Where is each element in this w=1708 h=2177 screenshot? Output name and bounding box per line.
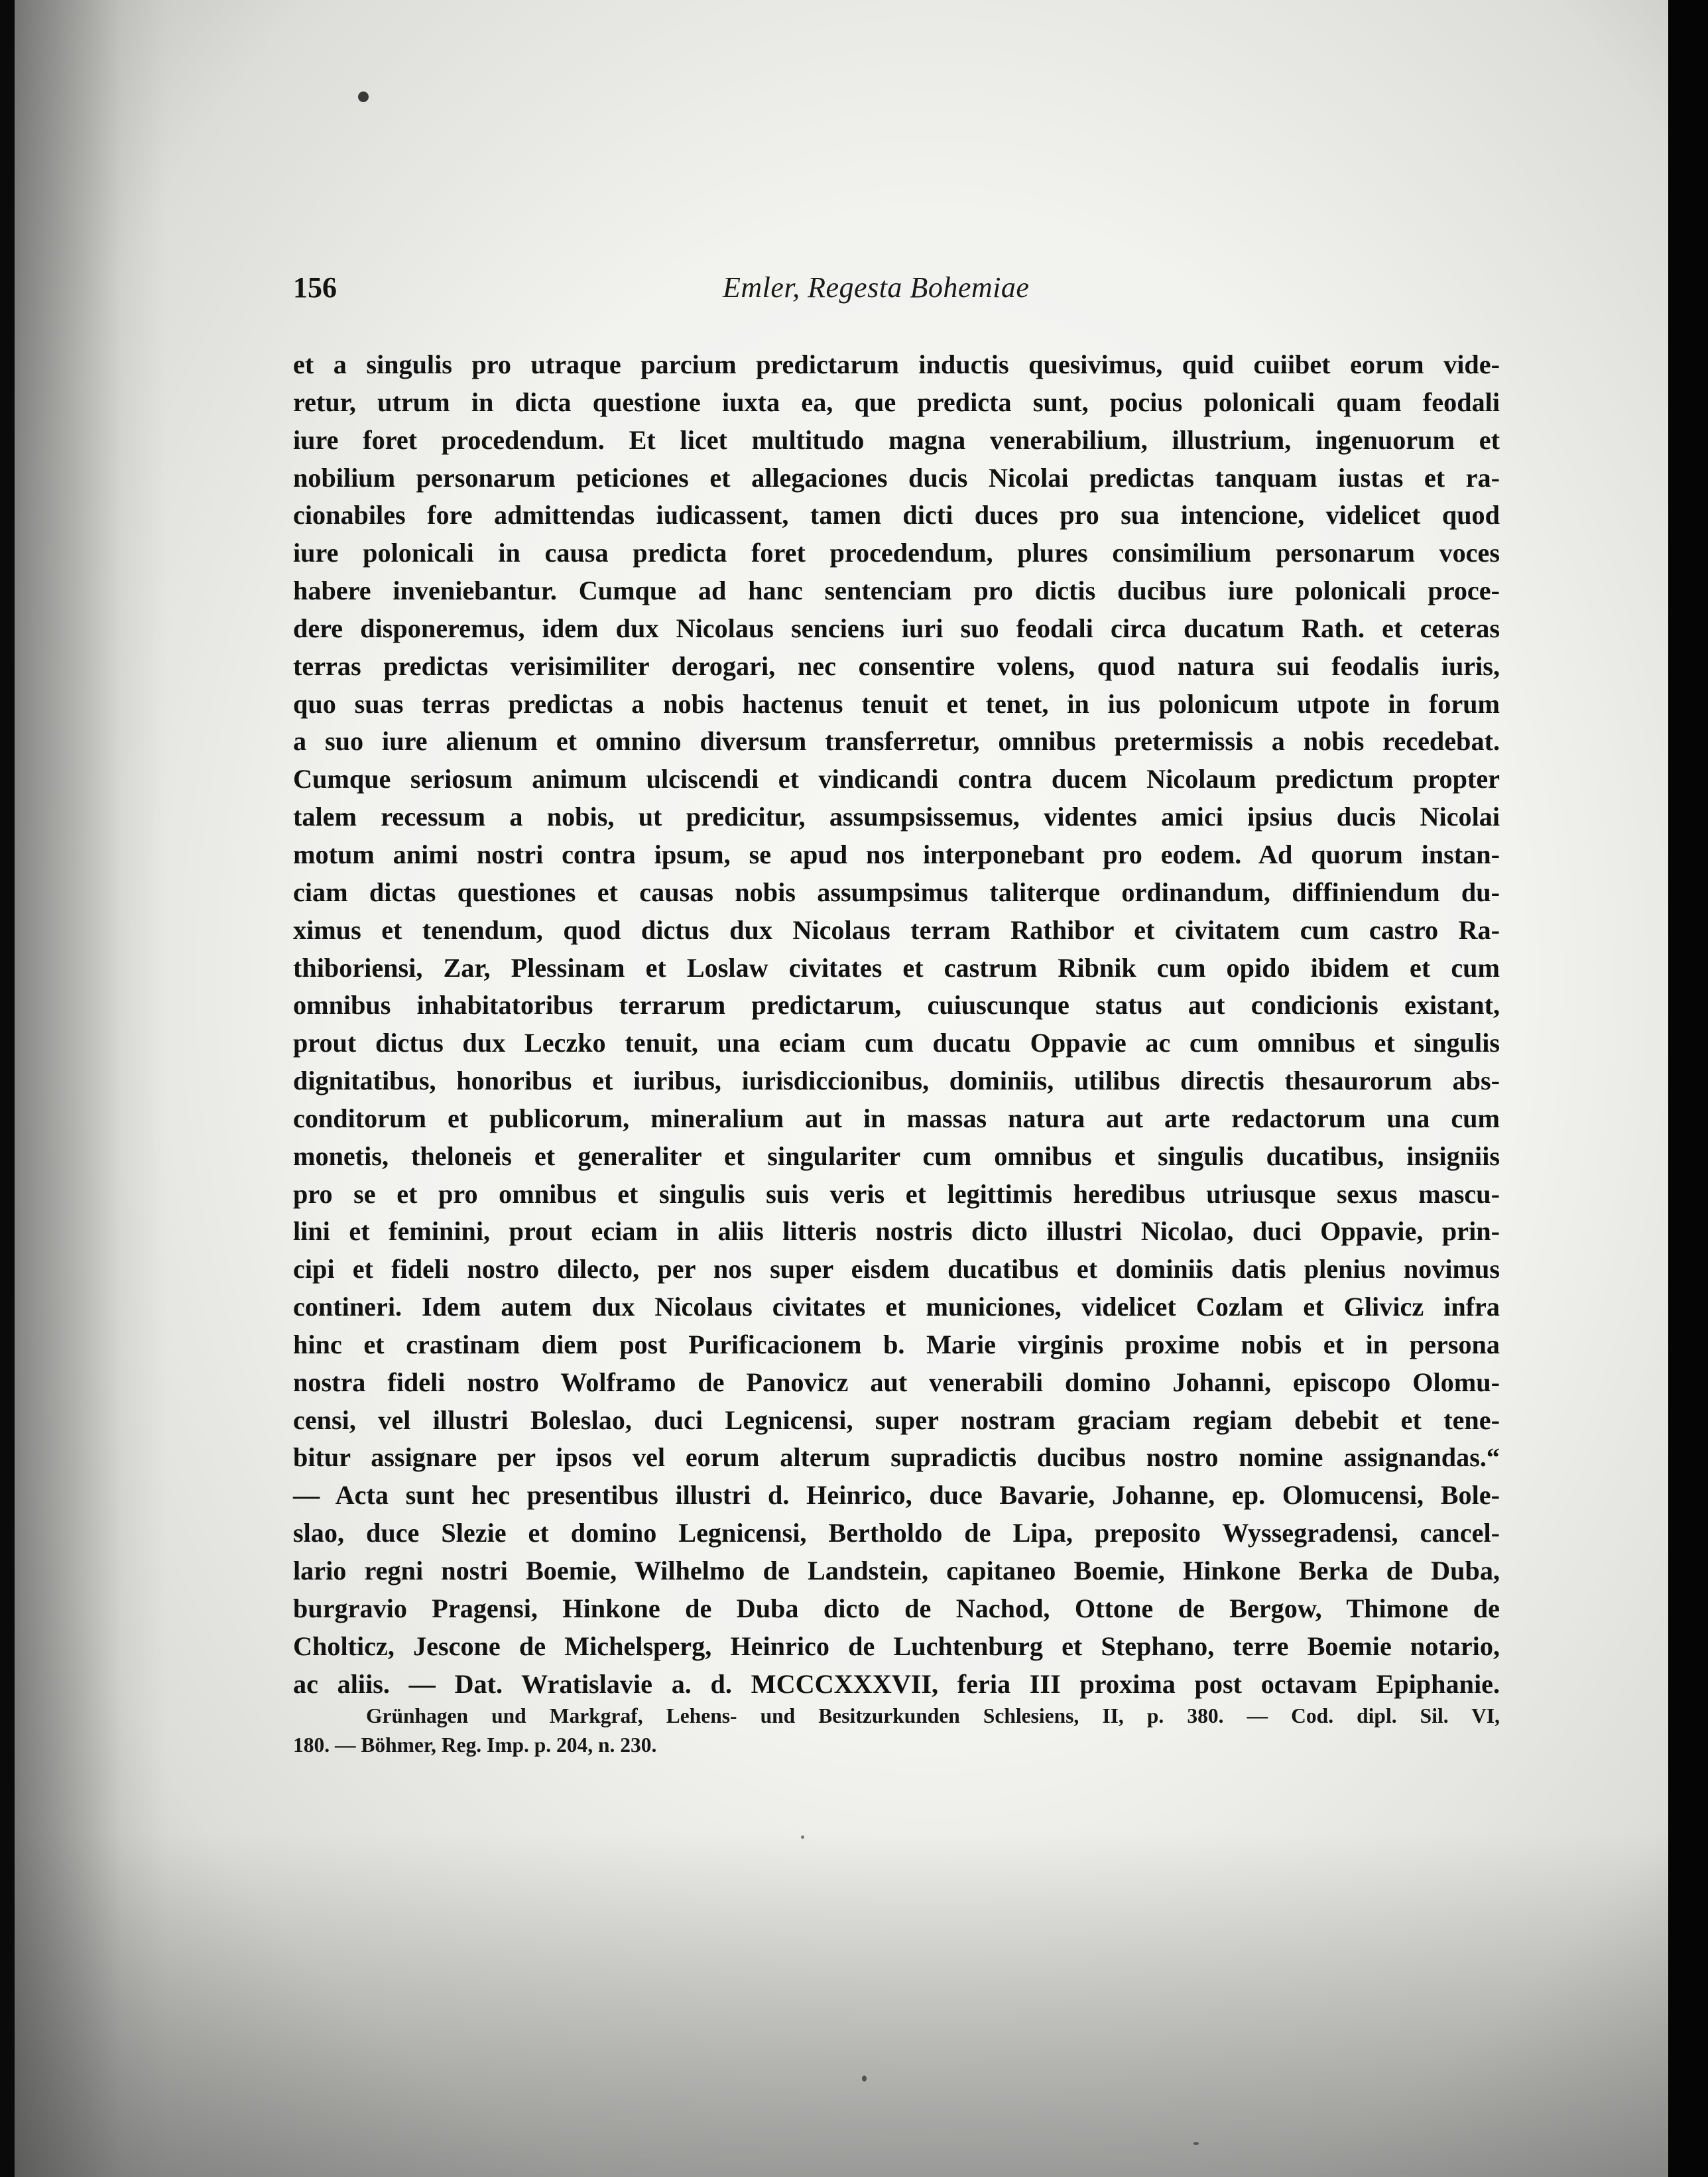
text-line: talem recessum a nobis, ut predicitur, assumpsissemus, videntes amici ipsius ducis Nicolai bbox=[293, 802, 1500, 832]
text-line: Cholticz, Jescone de Michelsperg, Heinrico de Luchtenburg et Stephano, terre Boemie notario, bbox=[293, 1631, 1500, 1661]
text-line: hinc et crastinam diem post Purificacionem b. Marie virginis proxime nobis et in persona bbox=[293, 1329, 1500, 1359]
text-line: dignitatibus, honoribus et iuribus, iurisdiccionibus, dominiis, utilibus directis thesaurorum abs- bbox=[293, 1066, 1500, 1096]
book-page bbox=[15, 0, 1683, 2177]
text-line: cipi et fideli nostro dilecto, per nos super eisdem ducatibus et dominiis datis plenius novimus bbox=[293, 1254, 1500, 1284]
text-line: nostra fideli nostro Wolframo de Panovicz aut venerabili domino Johanni, episcopo Olomu- bbox=[293, 1367, 1500, 1397]
ink-speck bbox=[862, 2076, 867, 2082]
text-line: a suo iure alienum et omnino diversum transferretur, omnibus pretermissis a nobis recedebat. bbox=[293, 726, 1500, 757]
text-line: quo suas terras predictas a nobis hactenus tenuit et tenet, in ius polonicum utpote in forum bbox=[293, 688, 1500, 719]
source-citation bbox=[293, 1702, 1500, 1760]
citation-line: 180. — Böhmer, Reg. Imp. p. 204, n. 230. bbox=[293, 1733, 657, 1757]
text-line: iure polonicali in causa predicta foret procedendum, plures consimilium personarum voces bbox=[293, 538, 1500, 568]
text-line: dere disponeremus, idem dux Nicolaus senciens iuri suo feodali circa ducatum Rath. et ceteras bbox=[293, 613, 1500, 643]
citation-line: Grünhagen und Markgraf, Lehens- und Besitzurkunden Schlesiens, II, p. 380. — Cod. dipl. Sil. VI, bbox=[366, 1704, 1500, 1727]
text-line: slao, duce Slezie et domino Legnicensi, Bertholdo de Lipa, preposito Wyssegradensi, cancel- bbox=[293, 1518, 1500, 1548]
ink-speck bbox=[358, 92, 369, 102]
text-line: iure foret procedendum. Et licet multitudo magna venerabilium, illustrium, ingenuorum et bbox=[293, 424, 1500, 455]
text-line: habere inveniebantur. Cumque ad hanc sentenciam pro dictis ducibus iure polonicali proce- bbox=[293, 576, 1500, 606]
text-line: contineri. Idem autem dux Nicolaus civitates et municiones, videlicet Cozlam et Glivicz infra bbox=[293, 1292, 1500, 1322]
text-line: et a singulis pro utraque parcium predictarum inductis quesivimus, quid cuiibet eorum vide- bbox=[293, 349, 1500, 379]
text-line: thiboriensi, Zar, Plessinam et Loslaw civitates et castrum Ribnik cum opido ibidem et cum bbox=[293, 952, 1500, 983]
charter-text bbox=[293, 346, 1500, 1703]
text-line: ciam dictas questiones et causas nobis assumpsimus taliterque ordinandum, diffiniendum du- bbox=[293, 877, 1500, 907]
text-line: retur, utrum in dicta questione iuxta ea, que predicta sunt, pocius polonicali quam feodali bbox=[293, 387, 1500, 417]
text-line: lario regni nostri Boemie, Wilhelmo de Landstein, capitaneo Boemie, Hinkone Berka de Duba, bbox=[293, 1556, 1500, 1586]
text-line: nobilium personarum peticiones et allegaciones ducis Nicolai predictas tanquam iustas et ra- bbox=[293, 462, 1500, 493]
text-line: — Acta sunt hec presentibus illustri d. Heinrico, duce Bavarie, Johanne, ep. Olomucensi, Bole- bbox=[293, 1480, 1500, 1511]
page-header bbox=[293, 265, 1500, 305]
text-line: pro se et pro omnibus et singulis suis veris et legittimis heredibus utriusque sexus mascu- bbox=[293, 1178, 1500, 1209]
text-line: motum animi nostri contra ipsum, se apud nos interponebant pro eodem. Ad quorum instan- bbox=[293, 839, 1500, 869]
running-title: Emler, Regesta Bohemiae bbox=[723, 271, 1030, 304]
text-line: Cumque seriosum animum ulciscendi et vindicandi contra ducem Nicolaum predictum propter bbox=[293, 764, 1500, 794]
text-line: conditorum et publicorum, mineralium aut in massas natura aut arte redactorum una cum bbox=[293, 1103, 1500, 1133]
text-line: bitur assignare per ipsos vel eorum alterum supradictis ducibus nostro nomine assignandas.“ bbox=[293, 1442, 1500, 1473]
ink-speck bbox=[801, 1835, 804, 1839]
text-line: lini et feminini, prout eciam in aliis litteris nostris dicto illustri Nicolao, duci Oppavie, prin- bbox=[293, 1216, 1500, 1247]
text-line: omnibus inhabitatoribus terrarum predictarum, cuiuscunque status aut condicionis existant, bbox=[293, 990, 1500, 1021]
text-line: burgravio Pragensi, Hinkone de Duba dicto de Nachod, Ottone de Bergow, Thimone de bbox=[293, 1593, 1500, 1623]
text-line: ac aliis. — Dat. Wratislavie a. d. MCCCXXXVII, feria III proxima post octavam Epiphanie. bbox=[293, 1668, 1500, 1699]
text-line: monetis, theloneis et generaliter et singulariter cum omnibus et singulis ducatibus, insigniis bbox=[293, 1141, 1500, 1171]
scan-edge bbox=[1668, 0, 1708, 2177]
text-line: cionabiles fore admittendas iudicassent, tamen dicti duces pro sua intencione, videlicet quod bbox=[293, 500, 1500, 530]
ink-speck bbox=[1193, 2142, 1199, 2145]
text-line: censi, vel illustri Boleslao, duci Legnicensi, super nostram graciam regiam debebit et tene- bbox=[293, 1404, 1500, 1435]
text-line: terras predictas verisimiliter derogari, nec consentire volens, quod natura sui feodalis iuris, bbox=[293, 651, 1500, 681]
page-number: 156 bbox=[293, 271, 337, 304]
text-line: ximus et tenendum, quod dictus dux Nicolaus terram Rathibor et civitatem cum castro Ra- bbox=[293, 914, 1500, 945]
text-line: prout dictus dux Leczko tenuit, una eciam cum ducatu Oppavie ac cum omnibus et singulis bbox=[293, 1028, 1500, 1058]
